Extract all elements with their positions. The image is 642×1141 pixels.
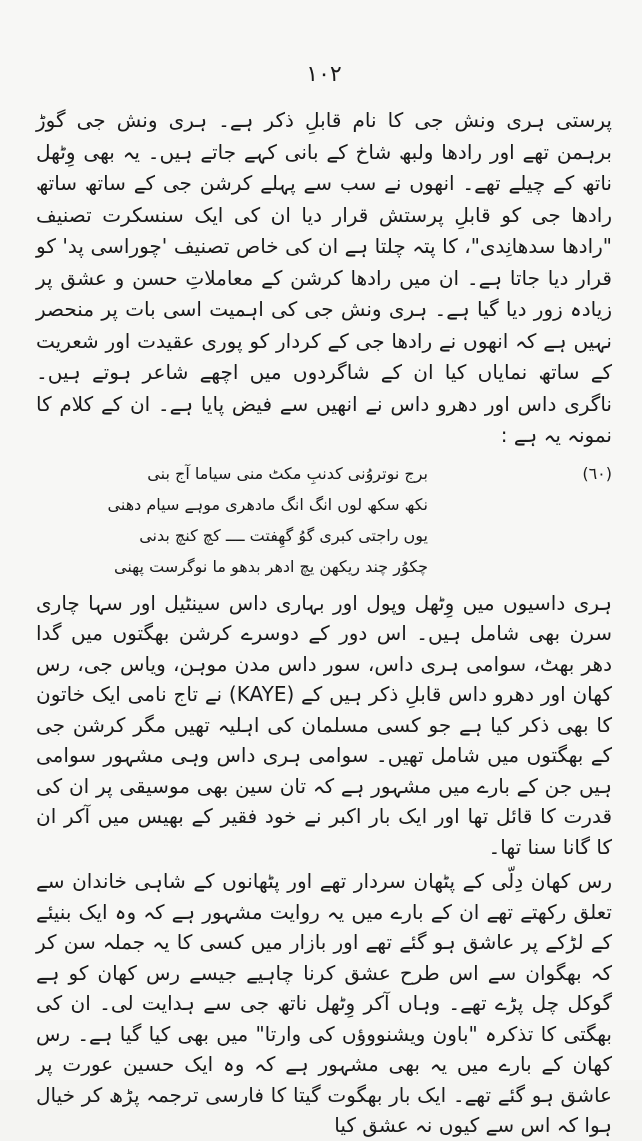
verse-line: چکوُر چند ریکھن یچ ادھر بدھو ما نوگرست پھنی bbox=[114, 556, 428, 576]
page-number: ١٠٢ bbox=[306, 62, 342, 87]
verse-block bbox=[36, 458, 612, 582]
verse-number: (٦٠) bbox=[582, 463, 612, 483]
paragraph: ہری داسیوں میں وِٹھل وپول اور بہاری داس سینٹیل اور سہا چاری سرن بھی شامل ہیں۔ اس دور کے دوسرے کرشن بھگتوں میں گدا دھر بھٹ، سوامی ہری داس، سور داس مدن موہن، ویاس جی، رس کھان اور دھرو داس قابلِ ذکر ہیں کے (KAYE) نے تاج نامی ایک خاتون کا بھی ذکر کیا ہے جو کسی مسلمان کی اہلیہ تھیں مگر کرشن جی کے بھگتوں میں شامل تھیں۔ سوامی ہری داس وہی مشہور سوامی ہیں جن کے بارے میں مشہور ہے کہ تان سین بھی موسیقی پر ان کی قدرت کا قائل تھا اور ایک بار اکبر نے خود فقیر کے بھیس میں آکر ان کا گانا سنا تھا۔ bbox=[36, 590, 612, 859]
verse-lines bbox=[107, 458, 428, 582]
body-text-bottom bbox=[36, 588, 612, 1141]
verse-line: نکھ سکھ لوں انگ انگ مادھری موہے سیام دھنی bbox=[107, 494, 428, 514]
body-text-top bbox=[36, 105, 612, 452]
verse-line: برج نوتروُنی کدنبِ مکٹ منی سیاما آج بنی bbox=[147, 463, 428, 483]
paragraph: رس کھان دِلّی کے پٹھان سردار تھے اور پٹھانوں کے شاہی خاندان سے تعلق رکھتے تھے ان کے بارے میں یہ روایت مشہور ہے کہ وہ ایک بنیئے کے لڑکے پر عاشق ہو گئے تھے اور بازار میں کسی کا یہ جملہ سن کر کہ بھگوان سے اس طرح عشق کرنا چاہیے جیسے رس کھان کو ہے گوکل چل پڑے تھے۔ وہاں آکر وِٹھل ناتھ جی سے ہدایت لی۔ ان کی بھگتی کا تذکرہ "باون ویشنووؤں کی وارتا" میں بھی کیا گیا ہے۔ رس کھان کے بارے میں یہ بھی مشہور ہے کہ وہ ایک حسین عورت پر عاشق ہو گئے تھے۔ ایک بار بھگوت گیتا کا فارسی ترجمہ پڑھ کر خیال ہوا کہ اس سے کیوں نہ عشق کیا bbox=[36, 869, 613, 1137]
paragraph: پرستی ہری ونش جی کا نام قابلِ ذکر ہے۔ ہری ونش جی گوڑ برہمن تھے اور رادھا ولبھ شاخ کے بانی کہے جاتے ہیں۔ یہ بھی وِٹھل ناتھ کے چیلے تھے۔ انھوں نے سب سے پہلے کرشن جی کے ساتھ ساتھ رادھا جی کو قابلِ پرستش قرار دیا ان کی ایک سنسکرت تصنیف "رادھا سدھانِدی"، کا پتہ چلتا ہے ان کی خاص تصنیف 'چوراسی پد' کو قرار دیا جاتا ہے۔ ان میں رادھا کرشن کے معاملاتِ حسن و عشق پر زیادہ زور دیا گیا ہے۔ ہری ونش جی کی اہمیت اسی بات پر منحصر نہیں ہے کہ انھوں نے رادھا جی کے کردار کو پوری عقیدت اور شعریت کے ساتھ نمایاں کیا ان کے شاگردوں میں اچھے شاعر ہوتے ہیں۔ ناگری داس اور دھرو داس نے انھیں سے فیض پایا ہے۔ ان کے کلام کا نمونہ یہ ہے : bbox=[36, 108, 612, 447]
verse-line: یوں راجتی کبری گوُ گھِفتت ــــ کچ کنچ بدنی bbox=[139, 525, 428, 545]
